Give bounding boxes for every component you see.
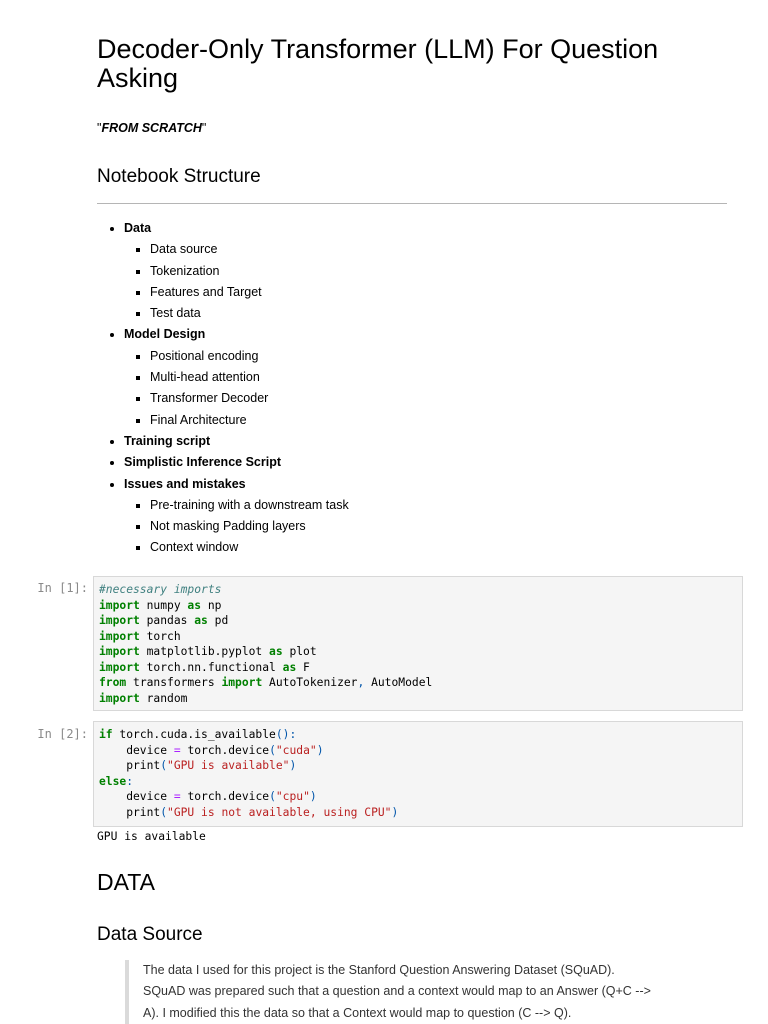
outline-item-label: Issues and mistakes — [124, 476, 246, 491]
code-token: transformers — [126, 676, 222, 689]
cell-2-output: GPU is available — [97, 830, 206, 843]
code-token: ( — [269, 790, 276, 803]
code-token: AutoModel — [364, 676, 433, 689]
code-token: "cpu" — [275, 790, 310, 803]
code-token: ) — [309, 790, 317, 803]
outline-item — [124, 324, 349, 430]
outline-sublist — [124, 346, 349, 431]
code-token: #necessary imports — [99, 583, 222, 596]
code-cell-2-source[interactable] — [94, 722, 742, 825]
code-token: random — [139, 691, 188, 705]
outline-subitem: ▪ Multi-head attention — [150, 367, 349, 388]
code-token: print — [99, 759, 161, 772]
code-token: np — [201, 598, 222, 612]
cell-prompt-2: In [2]: — [37, 727, 88, 741]
code-token: device — [99, 790, 174, 803]
code-token: numpy — [139, 598, 188, 612]
code-token: ( — [160, 759, 168, 772]
code-token: torch.nn.functional — [139, 660, 283, 674]
code-token: F — [296, 660, 310, 674]
outline-item — [124, 431, 349, 452]
notebook-title: Decoder-Only Transformer (LLM) For Question Asking — [97, 34, 659, 93]
code-token: print — [99, 805, 161, 819]
code-token: AutoTokenizer — [262, 676, 358, 689]
code-token: = — [173, 790, 181, 803]
code-cell-2[interactable] — [93, 721, 743, 827]
outline-subitem: ▪ Data source — [150, 239, 349, 260]
outline-item-label: Data — [124, 221, 152, 235]
outline-subitem: ▪ Transformer Decoder — [150, 388, 349, 409]
outline-subitem: ▪ Positional encoding — [150, 346, 349, 367]
code-token: import — [99, 598, 140, 612]
code-token: torch.device — [180, 790, 270, 803]
code-token: import — [221, 676, 263, 689]
code-token: matplotlib.pyplot — [139, 645, 270, 658]
outline-item-label: Simplistic Inference Script — [124, 455, 281, 470]
outline-item — [124, 452, 349, 473]
data-heading: DATA — [97, 869, 155, 895]
outline-subitem: ▪ Context window — [150, 537, 349, 558]
outline-subitem: ▪ Features and Target — [150, 282, 349, 303]
blockquote-line: SQuAD was prepared such that a question and a context would map to an Answer (Q+C --> — [143, 984, 651, 999]
data-source-heading: Data Source — [97, 924, 203, 945]
code-token: ) — [391, 805, 399, 819]
cell-prompt-1: In [1]: — [37, 581, 88, 595]
outline-item-label: Model Design — [124, 327, 206, 342]
outline-subitem: ▪ Not masking Padding layers — [150, 516, 349, 537]
outline-subitem: ▪ Pre-training with a downstream task — [150, 495, 349, 516]
blockquote-line: The data I used for this project is the Stanford Question Answering Dataset (SQuAD). — [143, 963, 615, 977]
code-token: device — [99, 743, 174, 757]
code-token: ) — [289, 759, 297, 772]
code-token: pd — [207, 614, 229, 627]
code-token: "GPU is not available, using CPU" — [167, 805, 392, 819]
outline-item — [124, 218, 349, 324]
code-token: else — [99, 774, 127, 788]
code-token: torch.device — [180, 743, 270, 757]
section-heading: Notebook Structure — [97, 166, 261, 187]
code-token: import — [99, 629, 140, 643]
blockquote-line: A). I modified this the data so that a Context would map to question (C --> Q). — [143, 1005, 572, 1020]
code-token: = — [173, 743, 181, 757]
code-token: as — [187, 598, 202, 612]
code-token: "cuda" — [275, 743, 317, 757]
code-token: ( — [160, 805, 168, 819]
code-token: torch.cuda.is_available — [112, 728, 276, 741]
outline-subitem: ▪ Final Architecture — [150, 410, 349, 431]
code-token: ) — [316, 743, 324, 757]
outline-item-label: Training script — [124, 433, 211, 448]
code-token: as — [269, 645, 283, 658]
code-token: : — [126, 774, 134, 788]
code-token: pandas — [139, 614, 195, 627]
outline-sublist — [124, 239, 349, 324]
code-cell-1[interactable] — [93, 576, 743, 711]
code-token: (): — [275, 728, 297, 741]
outline-subitem: ▪ Test data — [150, 303, 349, 324]
code-token: import — [99, 660, 140, 674]
data-source-blockquote — [125, 960, 718, 1024]
code-token: , — [357, 676, 365, 689]
code-token: as — [282, 660, 297, 674]
code-token: torch — [139, 629, 181, 643]
subtitle-emphasis: FROM SCRATCH — [101, 121, 202, 135]
code-token: plot — [282, 645, 317, 658]
outline-item — [124, 474, 349, 559]
open-quote: " — [97, 121, 102, 135]
close-quote: " — [201, 121, 207, 135]
code-token: as — [194, 614, 208, 627]
outline-subitem: ▪ Tokenization — [150, 261, 349, 282]
code-token: import — [99, 645, 140, 658]
code-token: import — [99, 614, 140, 627]
code-token: "GPU is available" — [167, 759, 290, 772]
code-token: import — [99, 691, 140, 705]
horizontal-rule — [97, 203, 727, 204]
outline-sublist — [124, 495, 349, 559]
code-cell-1-source[interactable] — [94, 577, 742, 711]
notebook-outline — [97, 218, 349, 559]
subtitle-quote — [97, 121, 206, 135]
code-token: ( — [269, 743, 276, 757]
code-token: if — [99, 728, 113, 741]
code-token: from — [99, 676, 127, 689]
